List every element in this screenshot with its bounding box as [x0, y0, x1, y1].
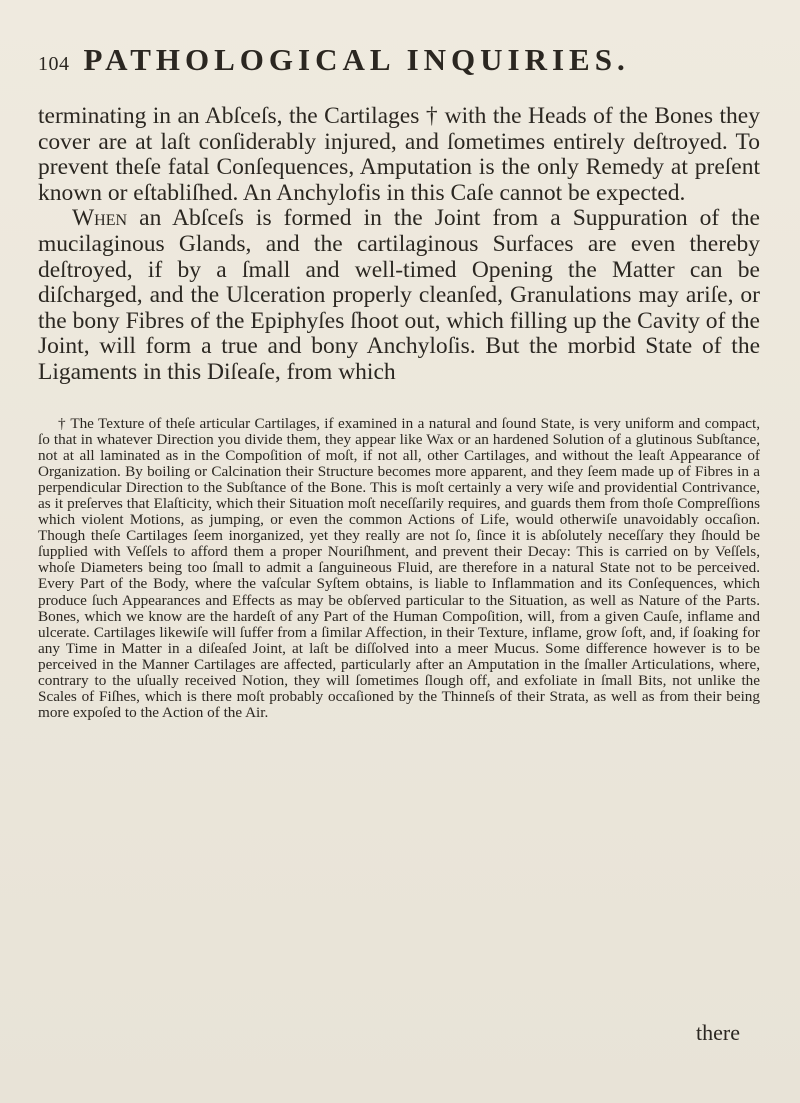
paragraph-2-lead-word: When: [72, 205, 128, 232]
running-title: PATHOLOGICAL INQUIRIES.: [83, 42, 630, 77]
paragraph-1: [38, 104, 760, 206]
paragraph-2: [38, 206, 760, 385]
paragraph-2-text: an Abſceſs is formed in the Joint from a Suppuration of the mucilaginous Glands, and the cartilaginous Surfaces are even thereby deſtroyed, if by a ſmall and well-timed Opening the Matter can be diſcharged, and the Ulceration properly cleanſed, Granulations may ariſe, or the bony Fibres of the Epiphyſes ſhoot out, which filling up the Cavity of the Joint, will form a true and bony Anchyloſis. But the morbid State of the Ligaments in this Diſeaſe, from which: [38, 205, 760, 385]
paragraph-1-text: terminating in an Abſceſs, the Cartilages † with the Heads of the Bones they cover are at laſt conſiderably injured, and ſometimes entirely deſtroyed. To prevent theſe fatal Conſequences, Amputation is the only Remedy at preſent known or eſtabliſhed. An Anchylofis in this Caſe cannot be expected.: [38, 103, 760, 206]
page-number: 104: [38, 53, 70, 75]
footnote: † The Texture of theſe articular Cartilages, if examined in a natural and ſound State, is very uniform and compact, ſo that in whatever Direction you divide them, they appear like Wax or an hardened Solution of a glutinous Subſtance, not at all laminated as in the Compoſition of moſt, if not all, other Cartilages, and without the leaſt Appearance of Organization. By boiling or Calcination their Structure becomes more apparent, and they ſeem made up of Fibres in a perpendicular Direction to the Subſtance of the Bone. This is moſt certainly a very wiſe and providential Contrivance, as it preſerves that Elaſticity, which their Situation moſt neceſſarily requires, and guards them from thoſe Compreſſions which violent Motions, as jumping, or even the common Actions of Life, would otherwiſe unavoidably occaſion. Though theſe Cartilages ſeem inorganized, yet they really are not ſo, ſince it is abſolutely neceſſary they ſhould be ſupplied with Veſſels to afford them a proper Nouriſhment, and prevent their Decay: This is carried on by Veſſels, whoſe Diameters being too ſmall to admit a ſanguineous Fluid, are therefore in a natural State not to be perceived. Every Part of the Body, where the vaſcular Syſtem obtains, is liable to Inflammation and its Conſequences, which produce ſuch Appearances and Effects as may be obſerved particular to the Situation, as well as Nature of the Parts. Bones, which we know are the hardeſt of any Part of the Human Compoſition, will, from a given Cauſe, inflame and ulcerate. Cartilages likewiſe will ſuffer from a ſimilar Affection, in their Texture, inflame, grow ſoft, and, if ſoaking for any Time in Matter in a diſeaſed Joint, at laſt be diſſolved into a meer Mucus. Some difference however is to be perceived in the Manner Cartilages are affected, particularly after an Amputation in the ſmaller Articulations, where, contrary to the uſually received Notion, they will ſometimes ſlough off, and exfoliate in ſmall Bits, not unlike the Scales of Fiſhes, which is there moſt probably occaſioned by the Thinneſs of their Strata, as well as from their being more expoſed to the Action of the Air.: [38, 414, 760, 722]
page-header: [38, 42, 760, 104]
catchword: there: [696, 1020, 740, 1045]
